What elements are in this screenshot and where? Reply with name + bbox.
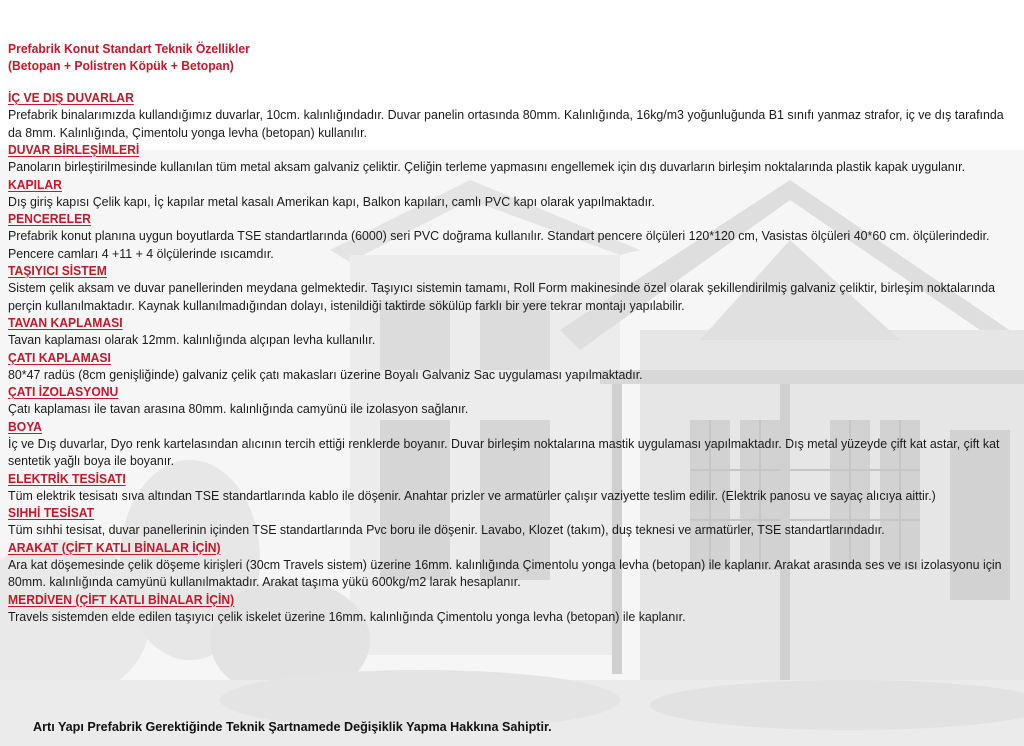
section-text: Ara kat döşemesinde çelik döşeme kirişleri (30cm Travels sistem) üzerine 16mm. kalınlığında Çimentolu yonga levha (betopan) ile kaplanır. Arakat arasında ses ve ısı izolasyonu için 80mm. kalınlığında camyünü kullanılmaktadır. Arakat taşıma yükü 600kg/m2 larak hesaplanır. [8, 556, 1002, 589]
section-boya [8, 418, 1018, 470]
section-elektrik-tesisati [8, 470, 1018, 505]
section-text: Tavan kaplaması olarak 12mm. kalınlığında alçıpan levha kullanılır. [8, 332, 376, 347]
spec-document [8, 40, 1018, 625]
section-heading: ELEKTRİK TESİSATI [8, 470, 126, 486]
section-text: 80*47 radüs (8cm genişliğinde) galvaniz çelik çatı makasları üzerine Boyalı Galvaniz Sac uygulaması yapılmaktadır. [8, 366, 643, 382]
section-text: Tüm elektrik tesisatı sıva altından TSE standartlarında kablo ile döşenir. Anahtar prizler ve armatürler çalışır vaziyette teslim edilir. (Elektrik panosu ve sayaç alıcıya aittir.) [8, 487, 936, 503]
section-heading: TAVAN KAPLAMASI [8, 315, 123, 330]
section-heading: TAŞIYICI SİSTEM [8, 263, 107, 278]
section-text: Prefabrik konut planına uygun boyutlarda TSE standartlarında (6000) seri PVC doğrama kullanılır. Standart pencere ölçüleri 120*120 cm, Vasistas ölçüleri 40*60 cm. ölçülerindedir. Pencere camları 4 +11 + 4 ölçülerinde ısıcamdır. [8, 228, 990, 261]
section-tasiyici-sistem [8, 262, 1018, 314]
section-heading: ARAKAT (ÇİFT KATLI BİNALAR İÇİN) [8, 539, 221, 555]
section-text: Panoların birleştirilmesinde kullanılan tüm metal aksam galvaniz çeliktir. Çeliğin terleme yapmasını engellemek için dış duvarların birleşim noktalarında plastik kapak uygulanır. [8, 159, 966, 174]
section-text: Çatı kaplaması ile tavan arasına 80mm. kalınlığında camyünü ile izolasyon sağlanır. [8, 401, 469, 416]
section-heading: SIHHİ TESİSAT [8, 505, 95, 520]
section-duvar-birlesimleri [8, 141, 1018, 176]
section-sihhi-tesisat [8, 504, 1018, 539]
section-tavan-kaplamasi [8, 314, 1018, 349]
section-text: Dış giriş kapısı Çelik kapı, İç kapılar metal kasalı Amerikan kapı, Balkon kapıları, camlı PVC kapı olarak yapılmaktadır. [8, 193, 655, 209]
document-subtitle: (Betopan + Polistren Köpük + Betopan) [8, 58, 234, 73]
section-heading: MERDİVEN (ÇİFT KATLI BİNALAR İÇİN) [8, 591, 235, 607]
section-text: İç ve Dış duvarlar, Dyo renk kartelasından alıcının tercih ettiği renklerde boyanır. Duvar birleşim noktalarına mastik uygulaması yapılmaktadır. Dış metal yüzeyde çift kat astar, çift kat sentetik yağlı boya ile boyanır. [8, 435, 1000, 468]
section-text: Tüm sıhhi tesisat, duvar panellerinin içinden TSE standartlarında Pvc boru ile döşenir. Lavabo, Klozet (takım), duş teknesi ve armatürler, TSE standartlarındadır. [8, 522, 885, 537]
section-kapilar [8, 176, 1018, 211]
section-arakat [8, 539, 1018, 591]
section-cati-izolasyonu [8, 383, 1018, 418]
footer-disclaimer: Artı Yapı Prefabrik Gerektiğinde Teknik Şartnamede Değişiklik Yapma Hakkına Sahiptir. [33, 720, 552, 734]
section-heading: ÇATI KAPLAMASI [8, 349, 111, 365]
spec-sections [8, 89, 1018, 625]
section-text: Sistem çelik aksam ve duvar panellerinden meydana gelmektedir. Taşıyıcı sistemin tamamı, Roll Form makinesinde özel olarak şekillendirilmiş galvaniz çeliktir, birleşim noktalarında perçin kullanılmaktadır. Kaynak kullanılmadığından dolayı, istenildiği taktirde sökülüp farklı bir yere tekrar montajı yapılabilir. [8, 280, 996, 313]
section-pencereler [8, 210, 1018, 262]
section-text: Prefabrik binalarımızda kullandığımız duvarlar, 10cm. kalınlığındadır. Duvar panelin ortasında 80mm. Kalınlığında, 16kg/m3 yoğunluğunda B1 sınıfı yanmaz strafor, iç ve dış tarafında da 8mm. Kalınlığında, Çimentolu yonga levha (betopan) kullanılır. [8, 107, 1004, 140]
section-heading: KAPILAR [8, 176, 62, 192]
section-heading: ÇATI İZOLASYONU [8, 384, 119, 399]
section-cati-kaplamasi [8, 349, 1018, 384]
section-heading: PENCERELER [8, 211, 91, 226]
section-heading: DUVAR BİRLEŞİMLERİ [8, 142, 140, 157]
section-heading: BOYA [8, 418, 42, 434]
section-ic-dis-duvarlar [8, 89, 1018, 141]
section-text: Travels sistemden elde edilen taşıyıcı çelik iskelet üzerine 16mm. kalınlığında Çimentolu yonga levha (betopan) ile kaplanır. [8, 608, 686, 624]
section-heading: İÇ VE DIŞ DUVARLAR [8, 90, 134, 105]
document-title: Prefabrik Konut Standart Teknik Özellikler [8, 41, 250, 56]
section-merdiven [8, 591, 1018, 626]
